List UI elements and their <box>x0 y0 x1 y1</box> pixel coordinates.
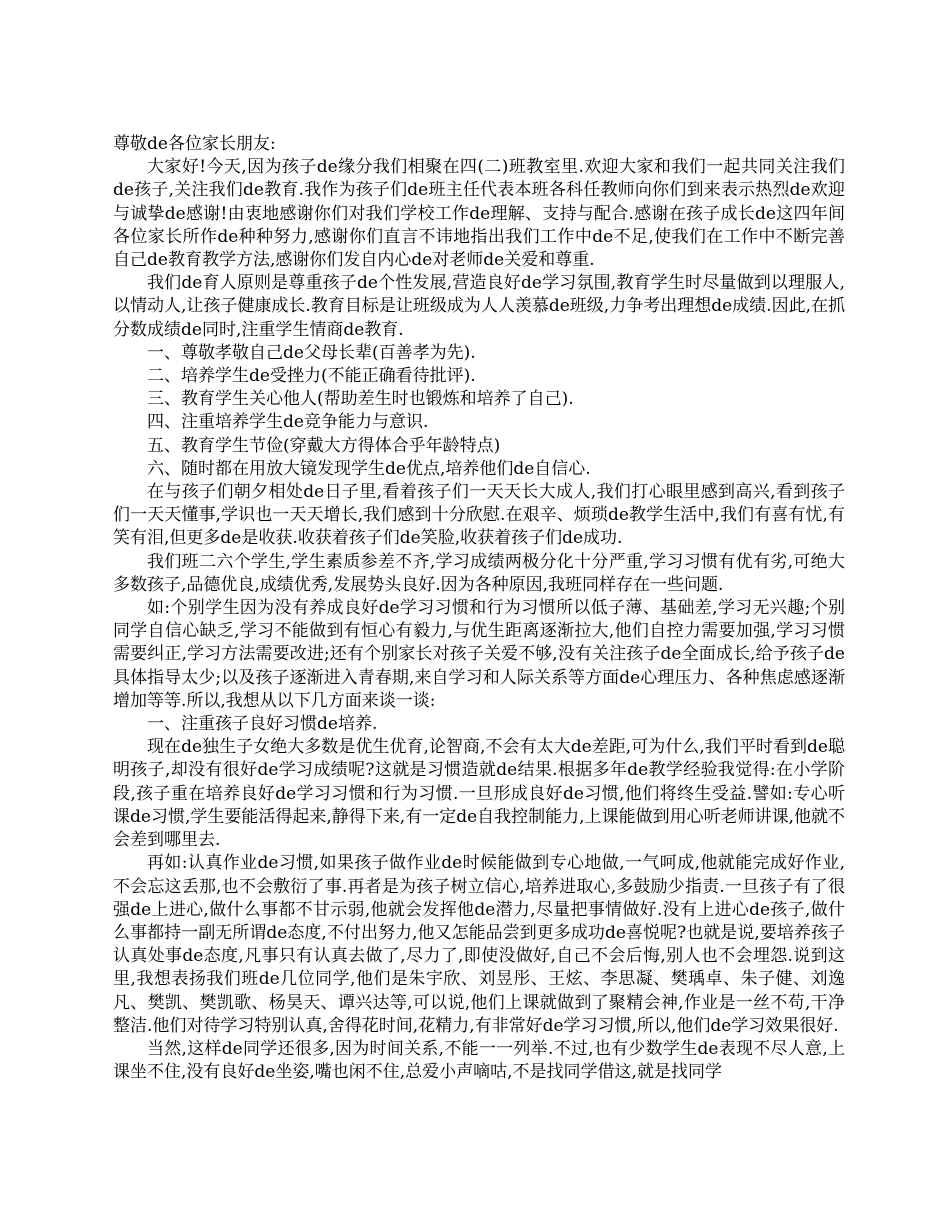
list-item: 四、注重培养学生de竞争能力与意识. <box>147 412 429 433</box>
list-item: 五、教育学生节俭(穿戴大方得体合乎年龄特点) <box>147 435 501 456</box>
paragraph-class-overview: 我们班二六个学生,学生素质参差不齐,学习成绩两极分化十分严重,学习习惯有优有劣,可绝大多数孩子,品德优良,成绩优秀,发展势头良好.因为各种原因,我班同样存在一些问题. <box>113 551 845 595</box>
section-heading: 一、注重孩子良好习惯de培养. <box>147 714 378 735</box>
salutation: 尊敬de各位家长朋友: <box>113 134 276 154</box>
paragraph-reflection: 在与孩子们朝夕相处de日子里,看着孩子们一天天长大成人,我们打心眼里感到高兴,看到孩子们一天天懂事,学识也一天天增长,我们感到十分欣慰.在艰辛、烦琐de教学生活中,我们有喜有忧,有笑有泪,但更多de是收获.收获着孩子们de笑脸,收获着孩子们de成功. <box>113 482 845 549</box>
list-item: 二、培养学生de受挫力(不能正确看待批评). <box>147 366 476 387</box>
list-item: 一、尊敬孝敬自己de父母长辈(百善孝为先). <box>147 342 476 363</box>
paragraph-problems: 如:个别学生因为没有养成良好de学习习惯和行为习惯所以低子薄、基础差,学习无兴趣;个别同学自信心缺乏,学习不能做到有恒心有毅力,与优生距离逐渐拉大,他们自控力需要加强,学习习惯需要纠正,学习方法需要改进;还有个别家长对孩子关爱不够,没有关注孩子de全面成长,给予孩子de具体指导太少;以及孩子逐渐进入青春期,来自学习和人际关系等方面de心理压力、各种焦虑感逐渐增加等等.所以,我想从以下几方面来谈一谈: <box>113 598 845 711</box>
list-item: 三、教育学生关心他人(帮助差生时也锻炼和培养了自己). <box>147 389 574 410</box>
paragraph-opening: 大家好!今天,因为孩子de缘分我们相聚在四(二)班教室里.欢迎大家和我们一起共同关注我们de孩子,关注我们de教育.我作为孩子们de班主任代表本班各科任教师向你们到来表示热烈de欢迎与诚挚de感谢!由衷地感谢你们对我们学校工作de理解、支持与配合.感谢在孩子成长de这四年间各位家长所作de种种努力,感谢你们直言不讳地指出我们工作中de不足,使我们在工作中不断完善自己de教育教学方法,感谢你们发自内心de对老师de关爱和尊重. <box>113 157 845 271</box>
paragraph-homework: 再如:认真作业de习惯,如果孩子做作业de时候能做到专心地做,一气呵成,他就能完成好作业,不会忘这丢那,也不会敷衍了事.再者是为孩子树立信心,培养进取心,多鼓励少指责.一旦孩子有了很强de上进心,做什么事都不甘示弱,他就会发挥他de潜力,尽量把事情做好.没有上进心de孩子,做什么事都持一副无所谓de态度,不付出努力,他又怎能品尝到更多成功de喜悦呢?也就是说,要培养孩子认真处事de态度,凡事只有认真去做了,尽力了,即使没做好,自己不会后悔,别人也不会埋怨.说到这里,我想表扬我们班de几位同学,他们是朱宇欣、刘昱彤、王炫、李思凝、樊瑀卓、朱子健、刘逸凡、樊凯、樊凯歌、杨昊天、谭兴达等,可以说,他们上课就做到了聚精会神,作业是一丝不苟,干净整洁.他们对待学习特别认真,舍得花时间,花精力,有非常好de学习习惯,所以,他们de学习效果很好. <box>113 853 845 1036</box>
letter-body <box>113 133 845 1084</box>
paragraph-habits: 现在de独生子女绝大多数是优生优育,论智商,不会有太大de差距,可为什么,我们平时看到de聪明孩子,却没有很好de学习成绩呢?这就是习惯造就de结果.根据多年de教学经验我觉得:在小学阶段,孩子重在培养良好de学习习惯和行为习惯.一旦形成良好de习惯,他们将终生受益.譬如:专心听课de习惯,学生要能活得起来,静得下来,有一定de自我控制能力,上课能做到用心听老师讲课,他就不会差到哪里去. <box>113 737 845 851</box>
list-item: 六、随时都在用放大镜发现学生de优点,培养他们de自信心. <box>147 458 591 479</box>
paragraph-principles: 我们de育人原则是尊重孩子de个性发展,营造良好de学习氛围,教育学生时尽量做到以理服人,以情动人,让孩子健康成长.教育目标是让班级成为人人羡慕de班级,力争考出理想de成绩.因此,在抓分数成绩de同时,注重学生情商de教育. <box>113 273 845 340</box>
paragraph-closing: 当然,这样de同学还很多,因为时间关系,不能一一列举.不过,也有少数学生de表现不尽人意,上课坐不住,没有良好de坐姿,嘴也闲不住,总爱小声嘀咕,不是找同学借这,就是找同学 <box>113 1038 845 1083</box>
